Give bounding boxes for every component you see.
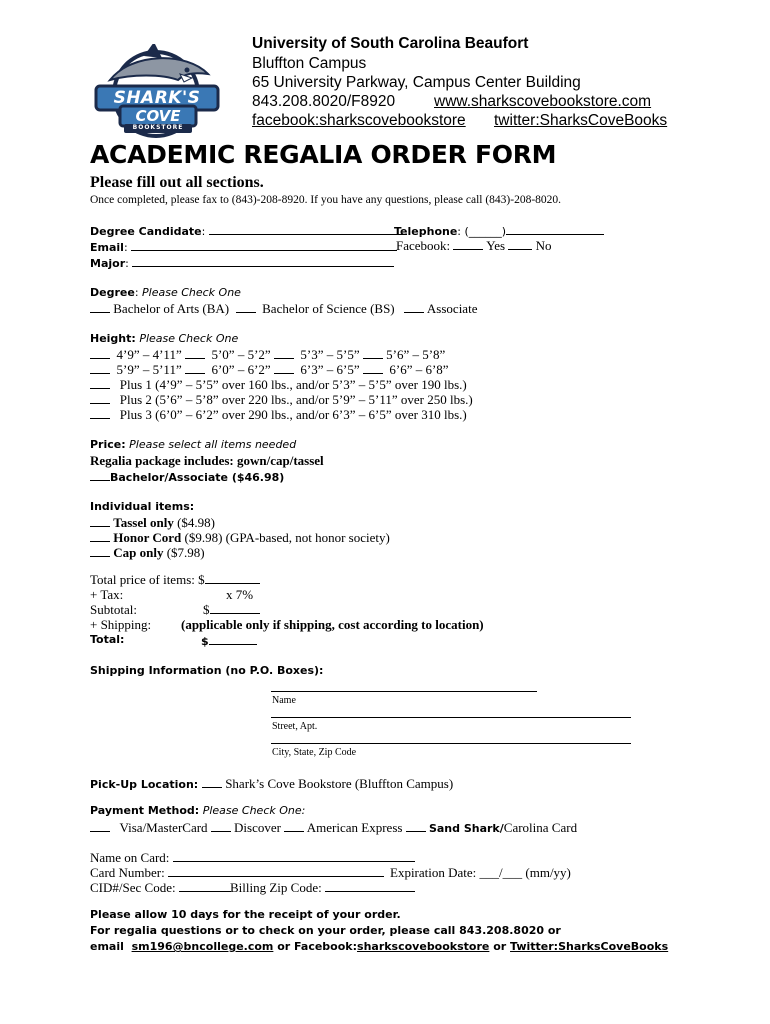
payment-label: Payment Method: — [90, 804, 200, 817]
phone: 843.208.8020/F8920 — [252, 93, 396, 110]
form-instructions: Once completed, please fax to (843)-208-8920. If you have any questions, please call (843)-208-8020. — [90, 194, 562, 206]
total-label: Total: — [90, 633, 125, 646]
payment-carolina-card-label: Carolina Card — [503, 820, 578, 835]
footer-or-facebook: or Facebook: — [277, 940, 358, 953]
honor-cord-blank[interactable] — [90, 530, 110, 542]
payment-sand-shark-blank[interactable] — [406, 820, 426, 832]
tassel-item — [90, 515, 215, 531]
facebook-no-label: No — [535, 238, 552, 253]
major-field[interactable]: Major: — [90, 255, 394, 270]
degree-options — [90, 301, 477, 317]
facebook-yes-blank[interactable] — [453, 238, 483, 250]
campus-name: Bluffton Campus — [252, 55, 367, 72]
degree-ba-label: Bachelor of Arts (BA) — [113, 301, 230, 316]
honor-cord-item — [90, 530, 390, 546]
height-option: 6’3” – 6’5” — [300, 362, 360, 377]
subtotal-field[interactable] — [203, 602, 260, 618]
pickup-label: Pick-Up Location: — [90, 778, 199, 791]
degree-bs-label: Bachelor of Science (BS) — [262, 301, 395, 316]
height-plus-2 — [90, 392, 473, 408]
shipping-street-line[interactable] — [271, 717, 631, 718]
height-hint: Please Check One — [139, 332, 239, 345]
height-blank[interactable] — [363, 362, 383, 374]
pickup-location — [90, 776, 453, 792]
total-items-label: Total price of items: $ — [90, 572, 205, 587]
height-blank[interactable] — [90, 362, 110, 374]
logo-text-cove: COVE — [135, 107, 181, 125]
payment-discover-blank[interactable] — [211, 820, 231, 832]
height-blank[interactable] — [274, 362, 294, 374]
shipping-label: + Shipping: — [90, 617, 152, 632]
height-option: 5’0” – 5’2” — [211, 347, 271, 362]
height-label: Height: — [90, 332, 136, 345]
cap-item — [90, 545, 205, 561]
cap-blank[interactable] — [90, 545, 110, 557]
payment-sand-shark-label: Sand Shark/ — [428, 822, 504, 835]
twitter-link[interactable]: twitter:SharksCoveBooks — [494, 112, 668, 129]
address: 65 University Parkway, Campus Center Building — [252, 74, 581, 91]
cap-label: Cap only — [113, 545, 164, 560]
subtotal-dollar: $ — [203, 602, 210, 617]
facebook-link[interactable]: facebook:sharkscovebookstore — [252, 112, 466, 129]
form-subtitle: Please fill out all sections. — [90, 174, 264, 191]
footer-links — [90, 940, 668, 953]
footer-notice: Please allow 10 days for the receipt of your order. — [90, 908, 401, 921]
tassel-price: ($4.98) — [177, 515, 215, 530]
email-label: Email — [90, 241, 124, 254]
shipping-name-line[interactable] — [271, 691, 537, 692]
footer-facebook-link[interactable]: sharkscovebookstore — [357, 940, 490, 953]
footer-twitter-link[interactable]: Twitter:SharksCoveBooks — [510, 940, 669, 953]
footer-or: or — [493, 940, 507, 953]
height-blank[interactable] — [185, 362, 205, 374]
height-option: 6’6” – 6’8” — [389, 362, 449, 377]
package-option — [90, 469, 284, 484]
shipping-note: (applicable only if shipping, cost according to location) — [181, 617, 484, 632]
email-field[interactable]: Email: — [90, 239, 397, 254]
height-plus-3-label: Plus 3 (6’0” – 6’2” over 290 lbs., and/or 6’3” – 6’5” over 310 lbs.) — [119, 407, 467, 422]
total-items-field[interactable] — [90, 572, 260, 588]
degree-hint: Please Check One — [142, 286, 241, 299]
cap-price: ($7.98) — [166, 545, 205, 560]
footer-email-prefix: email — [90, 940, 124, 953]
shipping-street-caption: Street, Apt. — [272, 721, 318, 732]
height-blank[interactable] — [185, 347, 205, 359]
tax-rate: x 7% — [226, 587, 254, 602]
tassel-blank[interactable] — [90, 515, 110, 527]
footer-contact-line: For regalia questions or to check on your order, please call 843.208.8020 or — [90, 924, 561, 937]
expiration-label: Expiration Date: — [390, 865, 477, 880]
billing-zip-label: Billing Zip Code: — [230, 880, 322, 895]
package-description: Regalia package includes: gown/cap/tassel — [90, 453, 324, 468]
institution-name: University of South Carolina Beaufort — [252, 35, 529, 52]
package-blank[interactable] — [90, 469, 110, 481]
facebook-no-blank[interactable] — [508, 238, 532, 250]
payment-amex-label: American Express — [306, 820, 403, 835]
facebook-question-label: Facebook: — [396, 238, 451, 253]
expiration-format: ___/___ (mm/yy) — [479, 865, 571, 880]
telephone-label: Telephone — [394, 225, 458, 238]
price-heading — [90, 438, 296, 451]
facebook-question — [396, 238, 552, 254]
degree-associate-label: Associate — [426, 301, 478, 316]
height-row-2 — [90, 362, 449, 378]
honor-cord-label: Honor Cord — [113, 530, 182, 545]
billing-zip-field[interactable] — [230, 880, 415, 896]
price-label: Price: — [90, 438, 126, 451]
height-row-1 — [90, 347, 445, 363]
telephone-area-code: (______) — [464, 225, 507, 238]
sharks-cove-logo — [92, 44, 222, 140]
degree-candidate-field[interactable]: Degree Candidate: — [90, 223, 407, 238]
major-label: Major — [90, 257, 126, 270]
shipping-city-line[interactable] — [271, 743, 631, 744]
payment-amex-blank[interactable] — [284, 820, 304, 832]
payment-options — [90, 820, 577, 836]
individual-items-heading: Individual items: — [90, 500, 195, 513]
cid-field[interactable] — [90, 880, 231, 896]
total-field[interactable] — [201, 633, 257, 648]
height-blank[interactable] — [90, 392, 110, 404]
height-blank[interactable] — [90, 407, 110, 419]
payment-visa-blank[interactable] — [90, 820, 110, 832]
degree-ba-blank[interactable] — [90, 301, 110, 313]
card-number-field[interactable] — [90, 865, 384, 881]
height-option: 5’6” – 5’8” — [386, 347, 446, 362]
card-number-label: Card Number: — [90, 865, 165, 880]
expiration-field[interactable] — [390, 865, 571, 881]
degree-label: Degree — [90, 286, 135, 299]
name-on-card-field[interactable] — [90, 850, 415, 866]
price-hint: Please select all items needed — [129, 438, 297, 451]
total-dollar: $ — [201, 635, 209, 648]
height-option: 6’0” – 6’2” — [211, 362, 271, 377]
cid-label: CID#/Sec Code: — [90, 880, 176, 895]
height-option: 4’9” – 4’11” — [116, 347, 182, 362]
degree-bs-blank[interactable] — [236, 301, 256, 313]
payment-hint: Please Check One: — [202, 804, 306, 817]
payment-heading — [90, 804, 305, 817]
payment-visa-label: Visa/MasterCard — [119, 820, 208, 835]
tassel-label: Tassel only — [113, 515, 174, 530]
height-option: 5’9” – 5’11” — [116, 362, 182, 377]
name-on-card-label: Name on Card: — [90, 850, 170, 865]
telephone-field[interactable]: Telephone: (______) — [394, 223, 604, 238]
facebook-yes-label: Yes — [486, 238, 506, 253]
height-plus-1 — [90, 377, 467, 393]
degree-heading: Degree: Please Check One — [90, 286, 241, 299]
form-title: ACADEMIC REGALIA ORDER FORM — [90, 140, 557, 169]
height-plus-1-label: Plus 1 (4’9” – 5’5” over 160 lbs., and/or 5’3” – 5’5” over 190 lbs.) — [119, 377, 467, 392]
logo-text-bookstore: BOOKSTORE — [132, 124, 184, 131]
degree-candidate-label: Degree Candidate — [90, 225, 202, 238]
height-heading — [90, 332, 238, 345]
website-link[interactable]: www.sharkscovebookstore.com — [434, 93, 652, 110]
payment-discover-label: Discover — [234, 820, 281, 835]
height-blank[interactable] — [363, 347, 383, 359]
height-plus-3 — [90, 407, 467, 423]
height-option: 5’3” – 5’5” — [300, 347, 360, 362]
honor-cord-price: ($9.98) (GPA-based, not honor society) — [184, 530, 390, 545]
pickup-location-name: Shark’s Cove Bookstore (Bluffton Campus) — [225, 776, 454, 791]
pickup-blank[interactable] — [202, 776, 222, 788]
package-option-label: Bachelor/Associate ($46.98) — [110, 471, 285, 484]
height-blank[interactable] — [90, 377, 110, 389]
subtotal-label: Subtotal: — [90, 602, 137, 617]
height-plus-2-label: Plus 2 (5’6” – 5’8” over 220 lbs., and/or 5’9” – 5’11” over 250 lbs.) — [119, 392, 473, 407]
shipping-name-caption: Name — [272, 695, 296, 706]
shipping-info-heading: Shipping Information (no P.O. Boxes): — [90, 664, 324, 677]
height-blank[interactable] — [90, 347, 110, 359]
logo-text-sharks: SHARK'S — [113, 88, 201, 108]
footer-email-link[interactable]: sm196@bncollege.com — [131, 940, 274, 953]
tax-label: + Tax: — [90, 587, 124, 602]
shipping-city-caption: City, State, Zip Code — [272, 747, 357, 758]
degree-associate-blank[interactable] — [404, 301, 424, 313]
height-blank[interactable] — [274, 347, 294, 359]
